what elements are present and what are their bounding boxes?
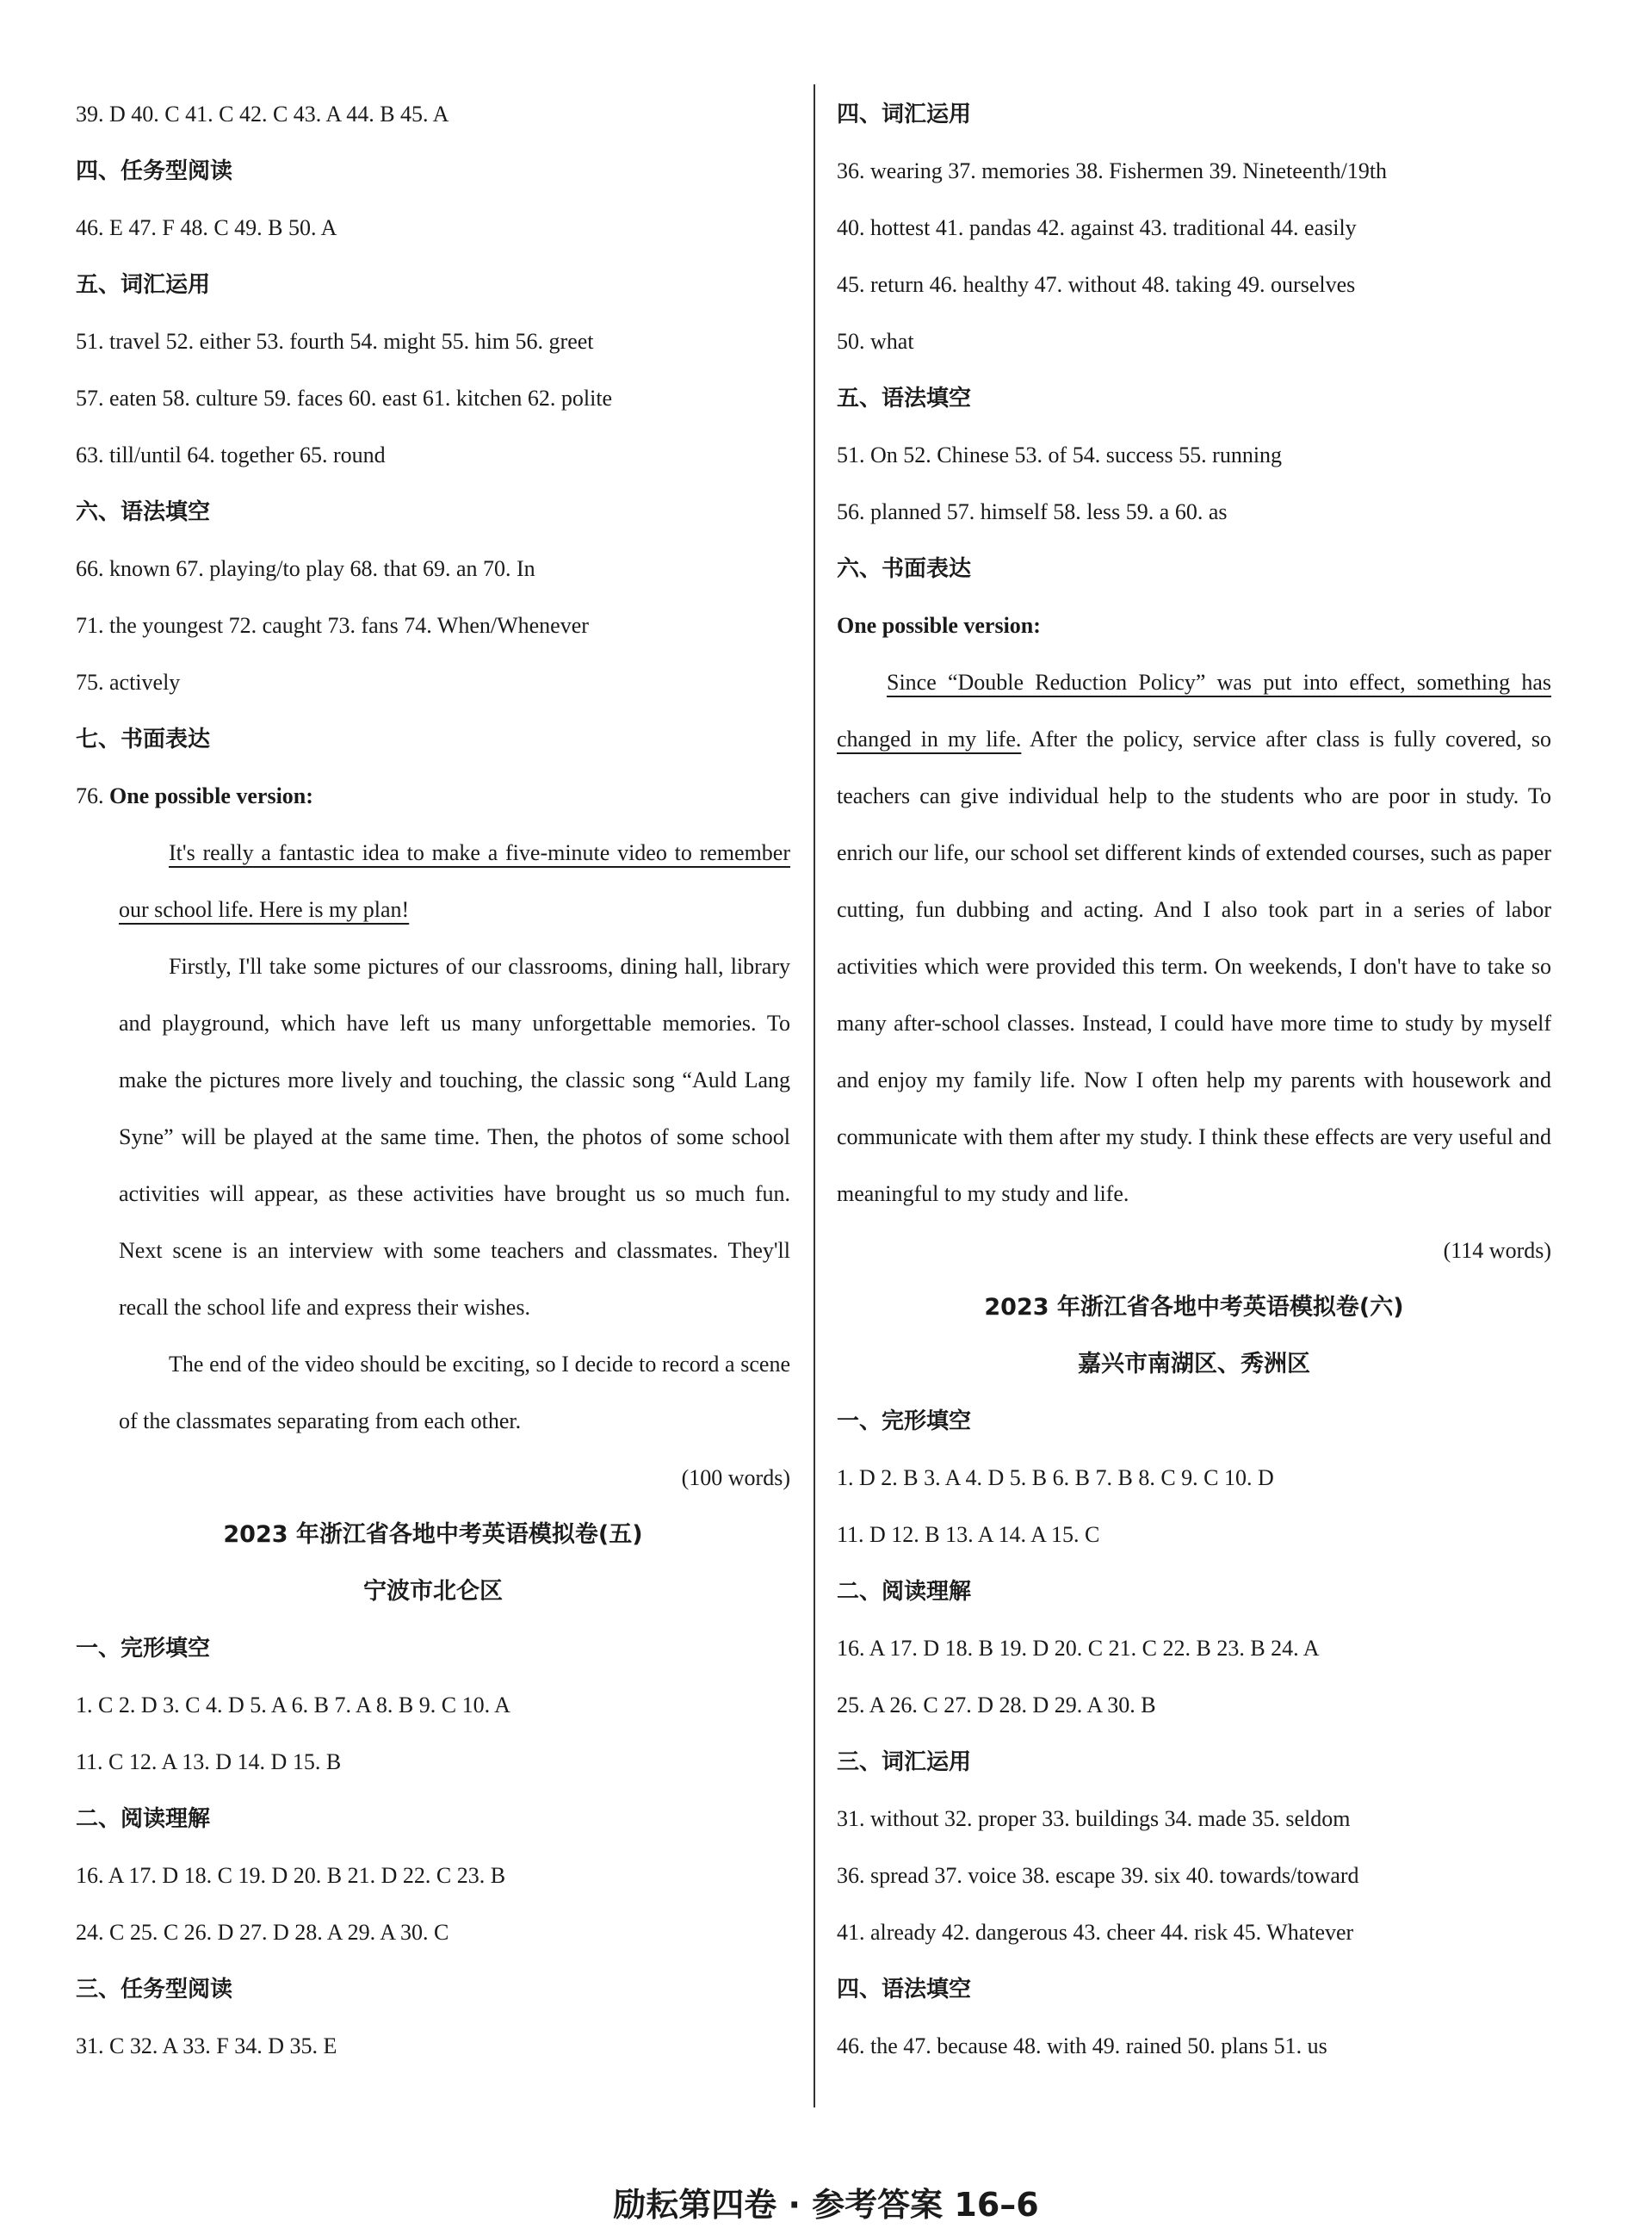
word-count: (100 words) <box>681 1465 790 1490</box>
section-heading: 三、词汇运用 <box>837 1749 972 1775</box>
essay-paragraph: Firstly, I'll take some pictures of our classrooms, dining hall, library and playground, which have left us many unforgettable memories. To make the pictures more lively and touching, the classic song “Auld Lang Syne” will be played at the same time. Then, the photos of some school activities will appear, as these activities have brought us so much fun. Next scene is an interview with some teachers and classmates. They'll recall the school life and express their wishes. <box>119 954 790 1320</box>
answer-line: 71. the youngest 72. caught 73. fans 74. When/Whenever <box>76 613 589 638</box>
answer-line: 36. wearing 37. memories 38. Fishermen 39. Nineteenth/19th <box>837 158 1388 183</box>
section-heading: 一、完形填空 <box>837 1408 972 1434</box>
answer-line: 24. C 25. C 26. D 27. D 28. A 29. A 30. C <box>76 1920 449 1945</box>
section-heading: 二、阅读理解 <box>76 1806 211 1832</box>
answer-line: 50. what <box>837 329 914 354</box>
section-heading: 三、任务型阅读 <box>76 1977 233 2002</box>
question-76-label <box>76 768 790 825</box>
essay-paragraph <box>119 825 790 938</box>
essay-right <box>837 654 1551 1222</box>
answer-line: 46. the 47. because 48. with 49. rained 50. plans 51. us <box>837 2033 1327 2058</box>
answer-line: 41. already 42. dangerous 43. cheer 44. risk 45. Whatever <box>837 1920 1354 1945</box>
answer-line: 66. known 67. playing/to play 68. that 69. an 70. In <box>76 556 535 581</box>
answer-line: 11. C 12. A 13. D 14. D 15. B <box>76 1749 342 1774</box>
essay-left <box>76 825 790 1450</box>
answer-line: 11. D 12. B 13. A 14. A 15. C <box>837 1522 1100 1547</box>
word-count: (114 words) <box>1443 1238 1551 1263</box>
section-heading: 五、语法填空 <box>837 386 972 412</box>
answer-line: 63. till/until 64. together 65. round <box>76 443 386 467</box>
answer-line: 31. without 32. proper 33. buildings 34. made 35. seldom <box>837 1806 1351 1831</box>
answer-line: 1. D 2. B 3. A 4. D 5. B 6. B 7. B 8. C 9. C 10. D <box>837 1465 1274 1490</box>
answer-line: 45. return 46. healthy 47. without 48. taking 49. ourselves <box>837 272 1356 297</box>
answer-line: 36. spread 37. voice 38. escape 39. six 40. towards/toward <box>837 1863 1359 1888</box>
version-label: One possible version: <box>109 783 313 808</box>
page-footer: 励耘第四卷 · 参考答案 16–6 <box>613 2186 1039 2224</box>
answer-line: 39. D 40. C 41. C 42. C 43. A 44. B 45. A <box>76 102 449 127</box>
answer-line: 40. hottest 41. pandas 42. against 43. traditional 44. easily <box>837 215 1357 240</box>
section-heading: 二、阅读理解 <box>837 1579 972 1605</box>
answer-line: 56. planned 57. himself 58. less 59. a 60. as <box>837 499 1228 524</box>
section-heading: 六、语法填空 <box>76 499 211 525</box>
underlined-opening: Since “Double Reduction Policy” was put into effect, something has changed in my life. <box>837 670 1551 752</box>
version-label: One possible version: <box>837 613 1041 638</box>
answer-line: 75. actively <box>76 670 181 695</box>
answer-line: 57. eaten 58. culture 59. faces 60. east 61. kitchen 62. polite <box>76 386 613 411</box>
answer-line: 16. A 17. D 18. C 19. D 20. B 21. D 22. C 23. B <box>76 1863 506 1888</box>
right-column <box>837 86 1551 2075</box>
answer-line: 51. travel 52. either 53. fourth 54. might 55. him 56. greet <box>76 329 594 354</box>
section-heading: 七、书面表达 <box>76 727 211 752</box>
essay-body: After the policy, service after class is fully covered, so teachers can give individual help to the students who are poor in study. To enrich our life, our school set different kinds of extended courses, such as paper cutting, fun dubbing and acting. And I also took part in a series of labor activities which were provided this term. On weekends, I don't have to take so many after-school classes. Instead, I could have more time to study by myself and enjoy my family life. Now I often help my parents with housework and communicate with them after my study. I think these effects are very useful and meaningful to my study and life. <box>837 727 1552 1206</box>
question-number: 76. <box>76 783 104 808</box>
answer-line: 25. A 26. C 27. D 28. D 29. A 30. B <box>837 1693 1156 1717</box>
section-heading: 四、语法填空 <box>837 1977 972 2002</box>
section-heading: 四、任务型阅读 <box>76 158 233 184</box>
exam-title: 2023 年浙江省各地中考英语模拟卷(五) <box>223 1521 643 1548</box>
answer-line: 31. C 32. A 33. F 34. D 35. E <box>76 2033 337 2058</box>
left-column <box>76 86 790 2075</box>
column-divider <box>814 84 815 2107</box>
section-heading: 五、词汇运用 <box>76 272 211 298</box>
exam-title: 2023 年浙江省各地中考英语模拟卷(六) <box>984 1294 1404 1321</box>
answer-line: 46. E 47. F 48. C 49. B 50. A <box>76 215 337 240</box>
essay-paragraph: The end of the video should be exciting, so I decide to record a scene of the classmates separating from each other. <box>119 1352 790 1433</box>
answer-line: 51. On 52. Chinese 53. of 54. success 55. running <box>837 443 1283 467</box>
section-heading: 六、书面表达 <box>837 556 972 582</box>
answer-line: 16. A 17. D 18. B 19. D 20. C 21. C 22. B 23. B 24. A <box>837 1636 1320 1661</box>
section-heading: 四、词汇运用 <box>837 102 972 127</box>
answer-line: 1. C 2. D 3. C 4. D 5. A 6. B 7. A 8. B 9. C 10. A <box>76 1693 510 1717</box>
exam-region: 嘉兴市南湖区、秀洲区 <box>1078 1351 1310 1377</box>
section-heading: 一、完形填空 <box>76 1636 211 1662</box>
exam-region: 宁波市北仑区 <box>363 1578 503 1605</box>
underlined-opening: It's really a fantastic idea to make a five-minute video to remember our school life. Here is my plan! <box>119 840 790 922</box>
